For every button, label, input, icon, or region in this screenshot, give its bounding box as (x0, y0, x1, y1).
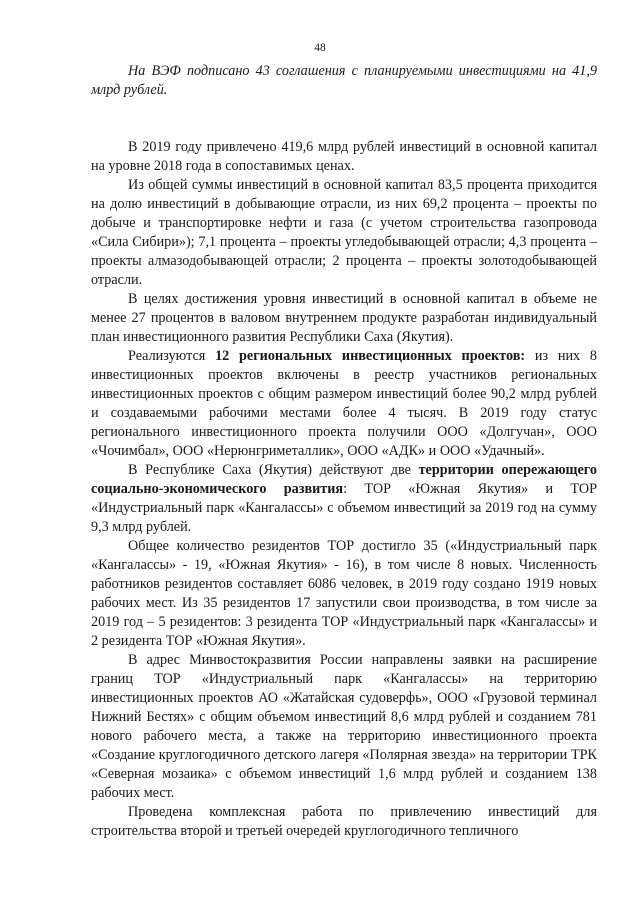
paragraph (91, 537, 597, 651)
paragraph (91, 651, 597, 803)
text-run: В целях достижения уровня инвестиций в основной капитал в объеме не менее 27 процентов в валовом внутреннем продукте разработан индивидуальный план инвестиционного развития Республики Саха (Якутия). (91, 291, 597, 345)
paragraph (91, 138, 597, 176)
bold-phrase: территории опережающего социально-экономического развития (91, 462, 597, 497)
text-run: Проведена комплексная работа по привлечению инвестиций для строительства второй и третьей очередей круглогодичного тепличного (91, 804, 597, 839)
text-run: В адрес Минвостокразвития России направлены заявки на расширение границ ТОР «Индустриальный парк «Кангалассы» на территорию инвестиционных проектов АО «Жатайская судоверфь», ООО «Грузовой терминал Нижний Бестях» с общим объемом инвестиций 8,6 млрд рублей и созданием 781 нового рабочего места, а также на территорию инвестиционного проекта «Создание круглогодичного детского лагеря «Полярная звезда» на территории ТРК «Северная мозаика» с объемом инвестиций 1,6 млрд рублей и созданием 138 рабочих мест. (91, 652, 597, 801)
text-run: : ТОР «Южная Якутия» и ТОР «Индустриальный парк «Кангалассы» с объемом инвестиций за 2019 год на сумму 9,3 млрд рублей. (91, 481, 597, 535)
italic-headline: На ВЭФ подписано 43 соглашения с планируемыми инвестициями на 41,9 млрд рублей. (91, 63, 597, 98)
text-run: из них 8 инвестиционных проектов включены в реестр участников региональных инвестиционных проектов с общим размером инвестиций более 90,2 млрд рублей и создаваемыми рабочими местами более 4 тысяч. В 2019 году статус регионального инвестиционного проекта получили ООО «Долгучан», ООО «Чочимбал», ООО «Нерюнгриметаллик», ООО «АДК» и ООО «Удачный». (91, 348, 598, 459)
paragraph (91, 803, 597, 841)
page-number: 48 (314, 42, 326, 54)
paragraph (91, 461, 597, 537)
document-body (91, 62, 597, 841)
text-run: В Республике Саха (Якутия) действуют две (128, 462, 419, 478)
text-run: Общее количество резидентов ТОР достигло 35 («Индустриальный парк «Кангалассы» - 19, «Южная Якутия» - 16), в том числе 8 новых. Численность работников резидентов составляет 6086 человек, в 2019 году создано 1919 новых рабочих мест. Из 35 резидентов 17 запустили свои производства, в том числе за 2019 год – 5 резидентов: 3 резидента ТОР «Индустриальный парк «Кангалассы» и 2 резидента ТОР «Южная Якутия». (91, 538, 597, 649)
text-run: Из общей суммы инвестиций в основной капитал 83,5 процента приходится на долю инвестиций в добывающие отрасли, из них 69,2 процента – проекты по добыче и транспортировке нефти и газа (с учетом строительства газопровода «Сила Сибири»); 7,1 процента – проекты угледобывающей отрасли; 4,3 процента – проекты алмазодобывающей отрасли; 2 процента – проекты золотодобывающей отрасли. (91, 177, 597, 288)
paragraph-list (91, 138, 597, 841)
text-run: В 2019 году привлечено 419,6 млрд рублей инвестиций в основной капитал на уровне 2018 года в сопоставимых ценах. (91, 139, 597, 174)
paragraph (91, 176, 597, 290)
bold-phrase: 12 региональных инвестиционных проектов: (215, 348, 526, 364)
text-run: Реализуются (128, 348, 216, 364)
paragraph (91, 290, 597, 347)
paragraph (91, 347, 597, 461)
